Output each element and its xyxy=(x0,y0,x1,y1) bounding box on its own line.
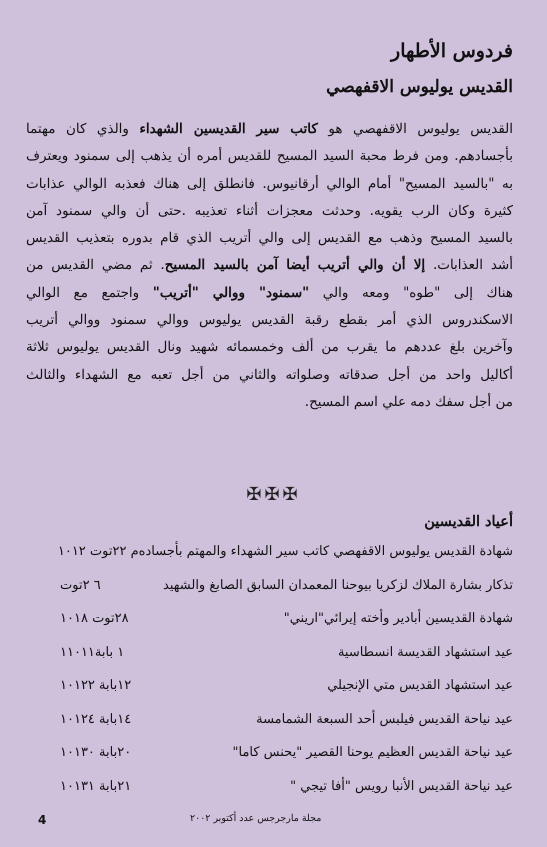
body-line: به "بالسيد المسيح" أمام الوالي أرقانيوس. فانطلق إلى هناك فعذبه الوالي عذابات xyxy=(26,175,513,192)
body-line: الاسكندروس الذي أمر بقطع رقبة القديس يوليوس ووالي سمنود ووالي أتريب xyxy=(26,312,513,329)
article-subtitle: القديس يوليوس الاقفهصي xyxy=(326,77,513,97)
feast-name: شهادة القديس يوليوس الاقفهصي كاتب سير الشهداء والمهتم بأجساده xyxy=(138,544,513,559)
cross-ornament-icon: ✠✠✠ xyxy=(246,484,301,505)
body-line: كثيرة وكان الرب يقويه. وحدثت معجزات أثناء تعذيبه .حتى أن والي سمنود آمن xyxy=(26,202,513,219)
feast-date: م ٢٢توت ١٠١٢ xyxy=(57,544,139,559)
feast-date: ١٤بابة ١٠١٢٤ xyxy=(60,711,132,727)
page-title: فردوس الأطهار xyxy=(391,40,513,62)
feast-row xyxy=(60,741,513,775)
feast-name: شهادة القديسين أبادير وأخته إيرائي"اريني" xyxy=(283,611,513,626)
magazine-footer: مجلة مارجرجس عدد أكتوبر ٢٠٠٢ xyxy=(190,813,322,824)
feast-date: ٢٨توت ١٠١٨ xyxy=(60,611,129,626)
body-line: بأجسادهم. ومن فرط محبة السيد المسيح للقديس أمره أن يذهب إلى سمنود ويعترف xyxy=(26,148,513,165)
feast-name: تذكار بشارة الملاك لزكريا بيوحنا المعمدان السابق الصابغ والشهيد xyxy=(163,577,513,593)
body-line: أشد العذابات. إلا أن والي أتريب أيضا آمن بالسيد المسيح. ثم مضي القديس من xyxy=(26,257,513,274)
feast-row xyxy=(60,641,513,675)
feast-name: عيد استشهاد القديسة انسطاسية xyxy=(337,644,513,660)
feast-name: عيد نياحة القديس فيلبس أحد السبعة الشمامسة xyxy=(256,711,513,727)
body-line: بالسيد المسيح وذهب مع القديس إلى والي أتريب الذي قام بدوره بتعذيب القديس xyxy=(26,230,513,247)
body-line: هناك إلى "طوه" ومعه والي "سمنود" ووالي "أتريب" واجتمع مع الوالي xyxy=(26,284,513,301)
feast-name: عيد نياحة القديس العظيم يوحنا القصير "يحنس كاما" xyxy=(232,745,513,760)
page-number: 4 xyxy=(38,813,47,827)
feast-row xyxy=(60,574,513,608)
article-body xyxy=(26,116,513,416)
feast-row xyxy=(60,607,513,641)
feast-name: عيد استشهاد القديس متي الإنجيلي xyxy=(327,678,513,693)
feast-date: ٦ ٢توت xyxy=(60,577,101,593)
feast-row xyxy=(60,708,513,742)
feast-date: ٢١بابة ١٠١٣١ xyxy=(60,778,132,794)
feast-row xyxy=(57,540,513,574)
feasts-list xyxy=(57,540,513,808)
body-line: وآخرين بلغ عددهم ما يقرب من ألف وخمسمائه شهيد ونال القديس يوليوس ثلاثة xyxy=(26,339,513,356)
body-line: أكاليل واحد من أجل صدقاته وصلواته والثاني من أجل تعبه مع الشهداء والثالث xyxy=(26,366,513,383)
feast-row xyxy=(60,775,513,809)
body-line: القديس يوليوس الاقفهصي هو كاتب سير القديسين الشهداء والذي كان مهتما xyxy=(26,121,513,137)
body-line: من أجل سفك دمه علي اسم المسيح. xyxy=(304,393,513,410)
feast-date: ١ بابة١١٠١١ xyxy=(60,644,125,660)
feast-date: ٢٠بابة ١٠١٣٠ xyxy=(60,745,132,760)
feast-date: ١٢بابة ١٠١٢٢ xyxy=(60,678,132,693)
feast-row xyxy=(60,674,513,708)
feast-name: عيد نياحة القديس الأنبا رويس "أفا تيجي " xyxy=(290,778,513,794)
feasts-heading: أعياد القديسين xyxy=(424,513,513,530)
